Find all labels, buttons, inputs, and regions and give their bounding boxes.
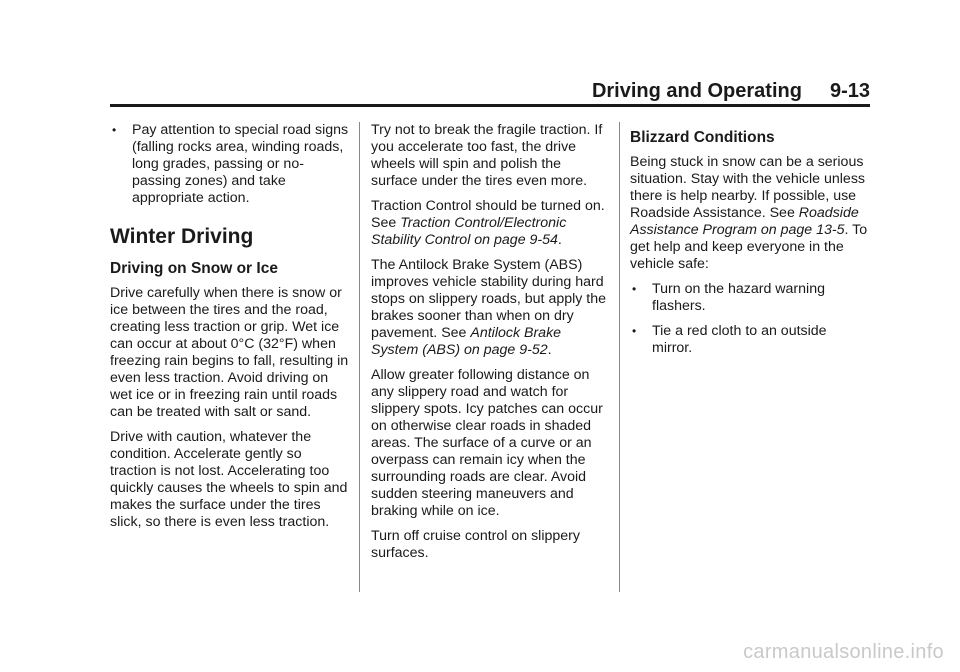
column-1 <box>110 122 350 539</box>
page-header <box>110 78 870 104</box>
header-rule <box>110 104 870 107</box>
paragraph: Try not to break the fragile traction. If you accelerate too fast, the drive wheels will spin and polish the surface under the tires even more. <box>371 122 603 189</box>
paragraph: Drive carefully when there is snow or ice between the tires and the road, creating less traction or grip. Wet ice can occur at about 0°C (32°F) when freezing rain begins to fall, resulting in even less traction. Avoid driving on wet ice or in freezing rain until roads can be treated with salt or sand. <box>110 285 349 420</box>
column-3 <box>630 122 870 365</box>
bullet-text: Turn on the hazard warning flashers. <box>652 281 825 314</box>
bullet-item <box>110 122 350 207</box>
watermark: carmanualsonline.info <box>743 641 944 663</box>
paragraph-blizzard: Being stuck in snow can be a serious situation. Stay with the vehicle unless there is help nearby. If possible, use Roadside Assistance. See Roadside Assistance Program on page 13-5. To get help and keep everyone in the vehicle safe: <box>630 154 868 272</box>
cross-reference-abs[interactable]: Antilock Brake System (ABS) on page 9-52 <box>371 325 562 358</box>
bullet-item <box>630 281 870 315</box>
column-divider-2 <box>619 122 620 592</box>
header-section: Driving and Operating <box>591 80 802 102</box>
paragraph-traction-control: Traction Control should be turned on. See Traction Control/Electronic Stability Control on page 9-54. <box>371 198 605 248</box>
bullet-item <box>630 323 870 357</box>
paragraph-text: Traction Control should be turned on. See <box>371 198 605 231</box>
section-title: Winter Driving <box>110 225 254 248</box>
bullet-icon: • <box>632 324 637 338</box>
subheading-snow-ice: Driving on Snow or Ice <box>110 260 278 277</box>
bullet-icon: • <box>112 123 117 137</box>
bullet-text: Tie a red cloth to an outside mirror. <box>652 323 827 356</box>
paragraph-text-tail: To get help and keep everyone in the vehicle safe: <box>630 222 868 272</box>
paragraph-text: Being stuck in snow can be a serious situation. Stay with the vehicle unless there is help nearby. If possible, use Roadside Assistance. See <box>630 154 866 221</box>
subheading-blizzard: Blizzard Conditions <box>630 129 775 146</box>
paragraph: Turn off cruise control on slippery surfaces. <box>371 528 580 561</box>
bullet-icon: • <box>632 282 637 296</box>
header-page-number: 9-13 <box>829 80 870 102</box>
column-2 <box>371 122 611 570</box>
header-title <box>592 80 870 103</box>
cross-reference-roadside[interactable]: Roadside Assistance Program on page 13-5 <box>630 205 859 238</box>
column-divider-1 <box>359 122 360 592</box>
cross-reference-traction-control[interactable]: Traction Control/Electronic Stability Control on page 9-54 <box>371 215 567 248</box>
paragraph: Drive with caution, whatever the condition. Accelerate gently so traction is not lost. Accelerating too quickly causes the wheels to spin and makes the surface under the tires slick, so there is even less traction. <box>110 429 348 530</box>
bullet-text: Pay attention to special road signs (falling rocks area, winding roads, long grades, passing or no-passing zones) and take appropriate action. <box>132 122 349 206</box>
paragraph: Allow greater following distance on any slippery road and watch for slippery spots. Icy patches can occur on otherwise clear roads in shaded areas. The surface of a curve or an overpass can remain icy when the surrounding roads are clear. Avoid sudden steering maneuvers and braking while on ice. <box>371 367 603 519</box>
paragraph-abs: The Antilock Brake System (ABS) improves vehicle stability during hard stops on slippery roads, but apply the brakes sooner than when on dry pavement. See Antilock Brake System (ABS) on page 9-52. <box>371 257 607 358</box>
paragraph-text: The Antilock Brake System (ABS) improves vehicle stability during hard stops on slippery roads, but apply the brakes sooner than when on dry pavement. See <box>371 257 607 341</box>
